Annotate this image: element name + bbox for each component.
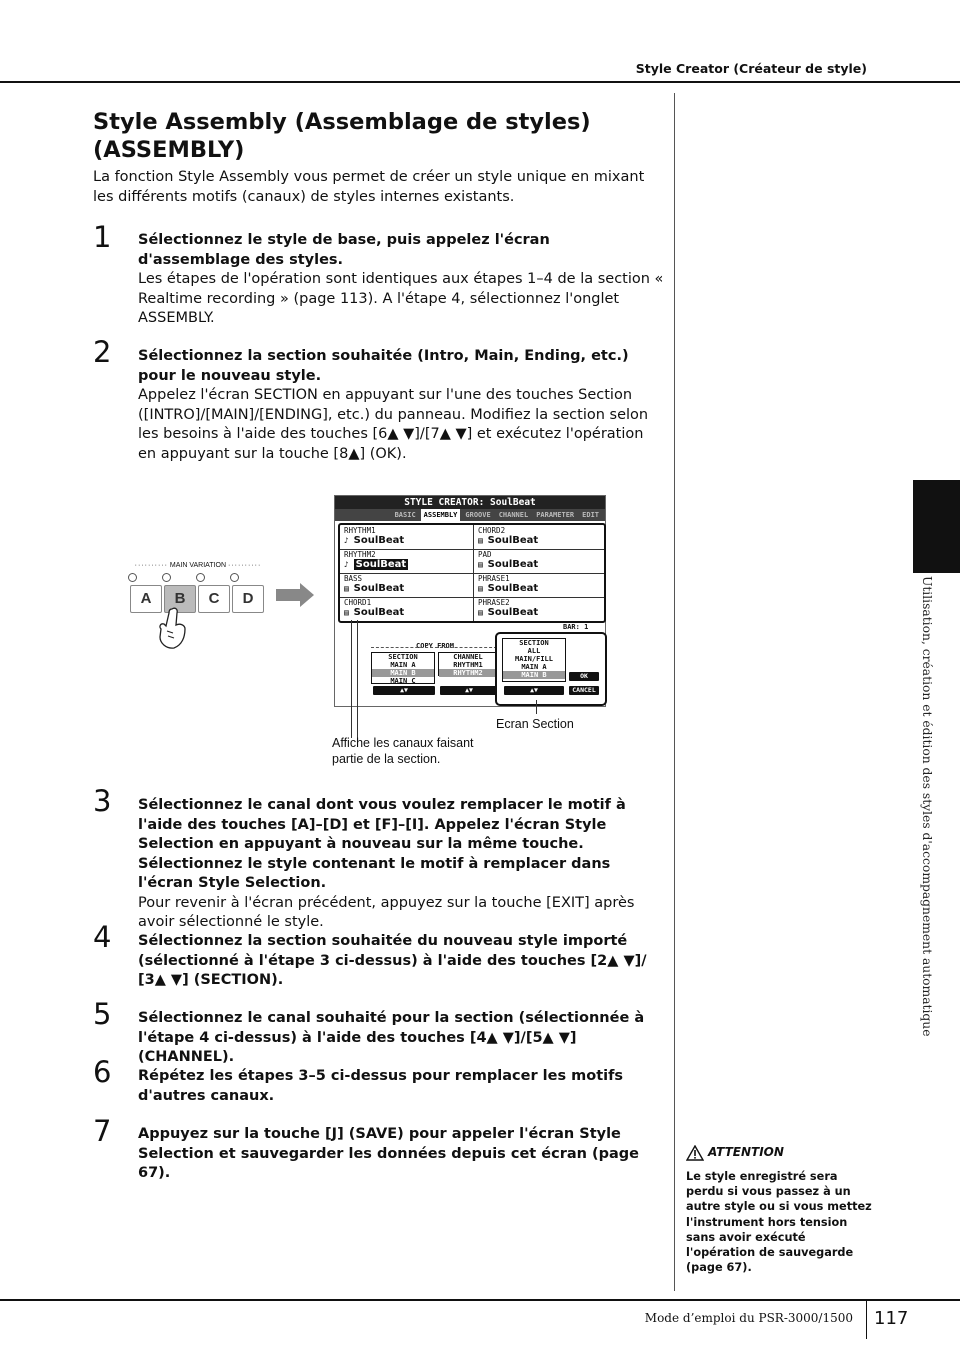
tab-groove[interactable]: GROOVE: [465, 511, 491, 519]
caution-title: ATTENTION: [708, 1145, 784, 1159]
led-indicator: [162, 573, 171, 582]
section-updown-button[interactable]: ▲▼: [373, 686, 435, 695]
step-number: 1: [93, 220, 112, 254]
channel-name: PAD: [478, 550, 492, 559]
step-6: [138, 1067, 666, 1106]
channel-icon: ▤: [478, 536, 488, 545]
key-d[interactable]: D: [232, 585, 264, 613]
section-option[interactable]: MAIN C: [390, 677, 416, 685]
step-1: [138, 231, 666, 329]
step-instruction: Répétez les étapes 3–5 ci-dessus pour remplacer les motifs d'autres canaux.: [138, 1068, 624, 1104]
tab-assembly[interactable]: ASSEMBLY: [421, 509, 461, 521]
channel-cell[interactable]: [478, 526, 608, 550]
pressing-hand-icon: [152, 605, 192, 651]
section-popup-option[interactable]: MAIN A: [521, 663, 547, 671]
cancel-button[interactable]: CANCEL: [569, 686, 599, 695]
callout-line: [536, 700, 537, 714]
step-instruction: Sélectionnez la section souhaitée du nouveau style importé (sélectionné à l'étape 3 ci-dessus) à l'aide des touches [2▲ ▼]/ [3▲ ▼] (SECTION).: [138, 933, 647, 988]
header-rule: [0, 81, 960, 83]
section-popup-option-selected[interactable]: MAIN B: [503, 671, 565, 679]
step-number: 3: [93, 784, 112, 818]
channel-style: SoulBeat: [355, 559, 407, 570]
channel-name: RHYTHM2: [344, 550, 376, 559]
channel-cell[interactable]: [344, 598, 474, 622]
channel-icon: ▤: [344, 584, 354, 593]
caution-box: [686, 1145, 872, 1275]
step-instruction: Sélectionnez le style de base, puis appelez l'écran d'assemblage des styles.: [138, 232, 550, 268]
channel-style: SoulBeat: [487, 607, 539, 618]
channel-style: SoulBeat: [353, 583, 405, 594]
step-instruction: Sélectionnez le canal souhaité pour la section (sélectionnée à l'étape 4 ci-dessus) à l'aide des touches [4▲ ▼]/[5▲ ▼] (CHANNEL).: [138, 1010, 645, 1065]
right-arrow-icon: [276, 583, 316, 607]
step-instruction: Sélectionnez la section souhaitée (Intro, Main, Ending, etc.) pour le nouveau style.: [138, 348, 629, 384]
channel-cell[interactable]: [344, 550, 474, 574]
channel-cell[interactable]: [478, 598, 608, 622]
channel-style: SoulBeat: [487, 583, 539, 594]
section-popup-option[interactable]: MAIN/FILL: [515, 655, 553, 663]
channel-icon: ▤: [478, 560, 488, 569]
section-selector[interactable]: [371, 652, 435, 684]
footer-divider: [866, 1299, 867, 1339]
intro-paragraph: La fonction Style Assembly vous permet de créer un style unique en mixant les différents motifs (canaux) de styles internes existants.: [93, 169, 645, 205]
section-popup-list[interactable]: [502, 638, 566, 682]
channel-cell[interactable]: [478, 550, 608, 574]
section-selector-label: SECTION: [388, 653, 418, 661]
popup-updown-button[interactable]: ▲▼: [504, 686, 564, 695]
chapter-side-title: Utilisation, création et édition des styles d'accompagnement automatique: [920, 576, 934, 1037]
led-indicator: [230, 573, 239, 582]
chapter-tab: [913, 480, 960, 573]
copy-from-label: COPY FROM: [416, 642, 454, 650]
ok-button[interactable]: OK: [569, 672, 599, 681]
page-title: Style Assembly (Assemblage de styles) (ASSEMBLY): [93, 109, 591, 163]
channel-style: SoulBeat: [353, 607, 405, 618]
section-popup-option[interactable]: ALL: [527, 647, 541, 655]
channel-name: PHRASE1: [478, 574, 510, 583]
step-number: 7: [93, 1114, 112, 1148]
channels-caption: Affiche les canaux faisant partie de la section.: [332, 736, 474, 766]
step-5: [138, 1009, 666, 1068]
channel-cell[interactable]: [478, 574, 608, 598]
key-c[interactable]: C: [198, 585, 230, 613]
section-popup-label: SECTION: [519, 639, 549, 647]
channel-name: CHORD1: [344, 598, 372, 607]
running-header: Style Creator (Créateur de style): [635, 61, 867, 76]
callout-line: [351, 620, 352, 738]
channel-option-selected[interactable]: RHYTHM2: [439, 669, 497, 677]
channel-selector-label: CHANNEL: [453, 653, 483, 661]
tab-channel[interactable]: CHANNEL: [498, 511, 529, 519]
step-2: [138, 347, 666, 464]
channel-selector[interactable]: [438, 652, 498, 676]
channel-style: SoulBeat: [353, 535, 405, 546]
channel-style: SoulBeat: [487, 535, 539, 546]
lcd-title: STYLE CREATOR: SoulBeat: [335, 496, 605, 509]
copy-from-rule: [371, 647, 497, 648]
channel-cell[interactable]: [344, 526, 474, 550]
step-4: [138, 932, 666, 991]
channel-icon: ♪: [344, 536, 354, 545]
step-detail: Les étapes de l'opération sont identiques aux étapes 1–4 de la section « Realtime recording » (page 113). A l'étape 4, sélectionnez l'onglet ASSEMBLY.: [138, 271, 664, 326]
key-b[interactable]: B: [164, 585, 196, 613]
section-option-selected[interactable]: MAIN B: [372, 669, 434, 677]
keypad-label: ·········· MAIN VARIATION ··········: [134, 562, 262, 569]
step-3: [138, 796, 666, 933]
lcd-tabs: [335, 509, 605, 521]
key-a[interactable]: A: [130, 585, 162, 613]
channel-icon: ▤: [478, 608, 488, 617]
page-number: 117: [874, 1308, 909, 1329]
footer-manual-title: Mode d’emploi du PSR-3000/1500: [644, 1311, 853, 1325]
warning-icon: [686, 1145, 704, 1161]
step-instruction: Appuyez sur la touche [J] (SAVE) pour appeler l'écran Style Selection et sauvegarder les données depuis cet écran (page 67).: [138, 1126, 640, 1181]
channel-grid: [338, 523, 606, 623]
step-instruction: Sélectionnez le canal dont vous voulez remplacer le motif à l'aide des touches [A]–[D] et [F]–[I]. Appelez l'écran Style Selection en appuyant à nouveau sur la même touche. Sélectionnez le style contenant le motif à remplacer dans l'écran Style Selection.: [138, 797, 626, 891]
bar-indicator: [563, 623, 603, 631]
led-indicator: [196, 573, 205, 582]
step-number: 5: [93, 997, 112, 1031]
channel-icon: ▤: [478, 584, 488, 593]
section-popup[interactable]: [495, 632, 607, 706]
tab-basic[interactable]: BASIC: [394, 511, 416, 519]
step-detail: Appelez l'écran SECTION en appuyant sur l'une des touches Section ([INTRO]/[MAIN]/[ENDING], etc.) du panneau. Modifiez la section selon les besoins à l'aide des touches [6▲ ▼]/[7▲ ▼] et exécutez l'opération en appuyant sur la touche [8▲] (OK).: [138, 387, 649, 462]
footer-rule: [0, 1299, 960, 1301]
tab-parameter[interactable]: PARAMETER: [536, 511, 575, 519]
led-indicator: [128, 573, 137, 582]
channel-cell[interactable]: [344, 574, 474, 598]
channel-name: PHRASE2: [478, 598, 510, 607]
tab-edit[interactable]: EDIT: [582, 511, 599, 519]
channel-icon: ▤: [344, 608, 354, 617]
channel-option[interactable]: RHYTHM1: [453, 661, 483, 669]
channel-name: CHORD2: [478, 526, 506, 535]
step-number: 2: [93, 335, 112, 369]
step-number: 6: [93, 1055, 112, 1089]
bar-label: BAR:: [563, 623, 580, 631]
callout-line: [357, 620, 358, 738]
keypad-label-text: MAIN VARIATION: [169, 562, 227, 569]
channel-name: BASS: [344, 574, 363, 583]
channel-name: RHYTHM1: [344, 526, 376, 535]
channel-updown-button[interactable]: ▲▼: [440, 686, 498, 695]
channel-icon: ♪: [344, 560, 354, 569]
step-detail: Pour revenir à l'écran précédent, appuyez sur la touche [EXIT] après avoir sélectionné le style.: [138, 894, 635, 930]
step-number: 4: [93, 920, 112, 954]
section-screen-caption: Ecran Section: [496, 717, 574, 731]
section-option[interactable]: MAIN A: [390, 661, 416, 669]
bar-value: 1: [584, 623, 589, 631]
caution-text: Le style enregistré sera perdu si vous passez à un autre style ou si vous mettez l'instrument hors tension sans avoir exécuté l'opération de sauvegarde (page 67).: [686, 1170, 872, 1275]
column-divider: [674, 93, 675, 1291]
step-7: [138, 1125, 666, 1184]
channel-style: SoulBeat: [487, 559, 539, 570]
lcd-screen: [334, 495, 606, 707]
